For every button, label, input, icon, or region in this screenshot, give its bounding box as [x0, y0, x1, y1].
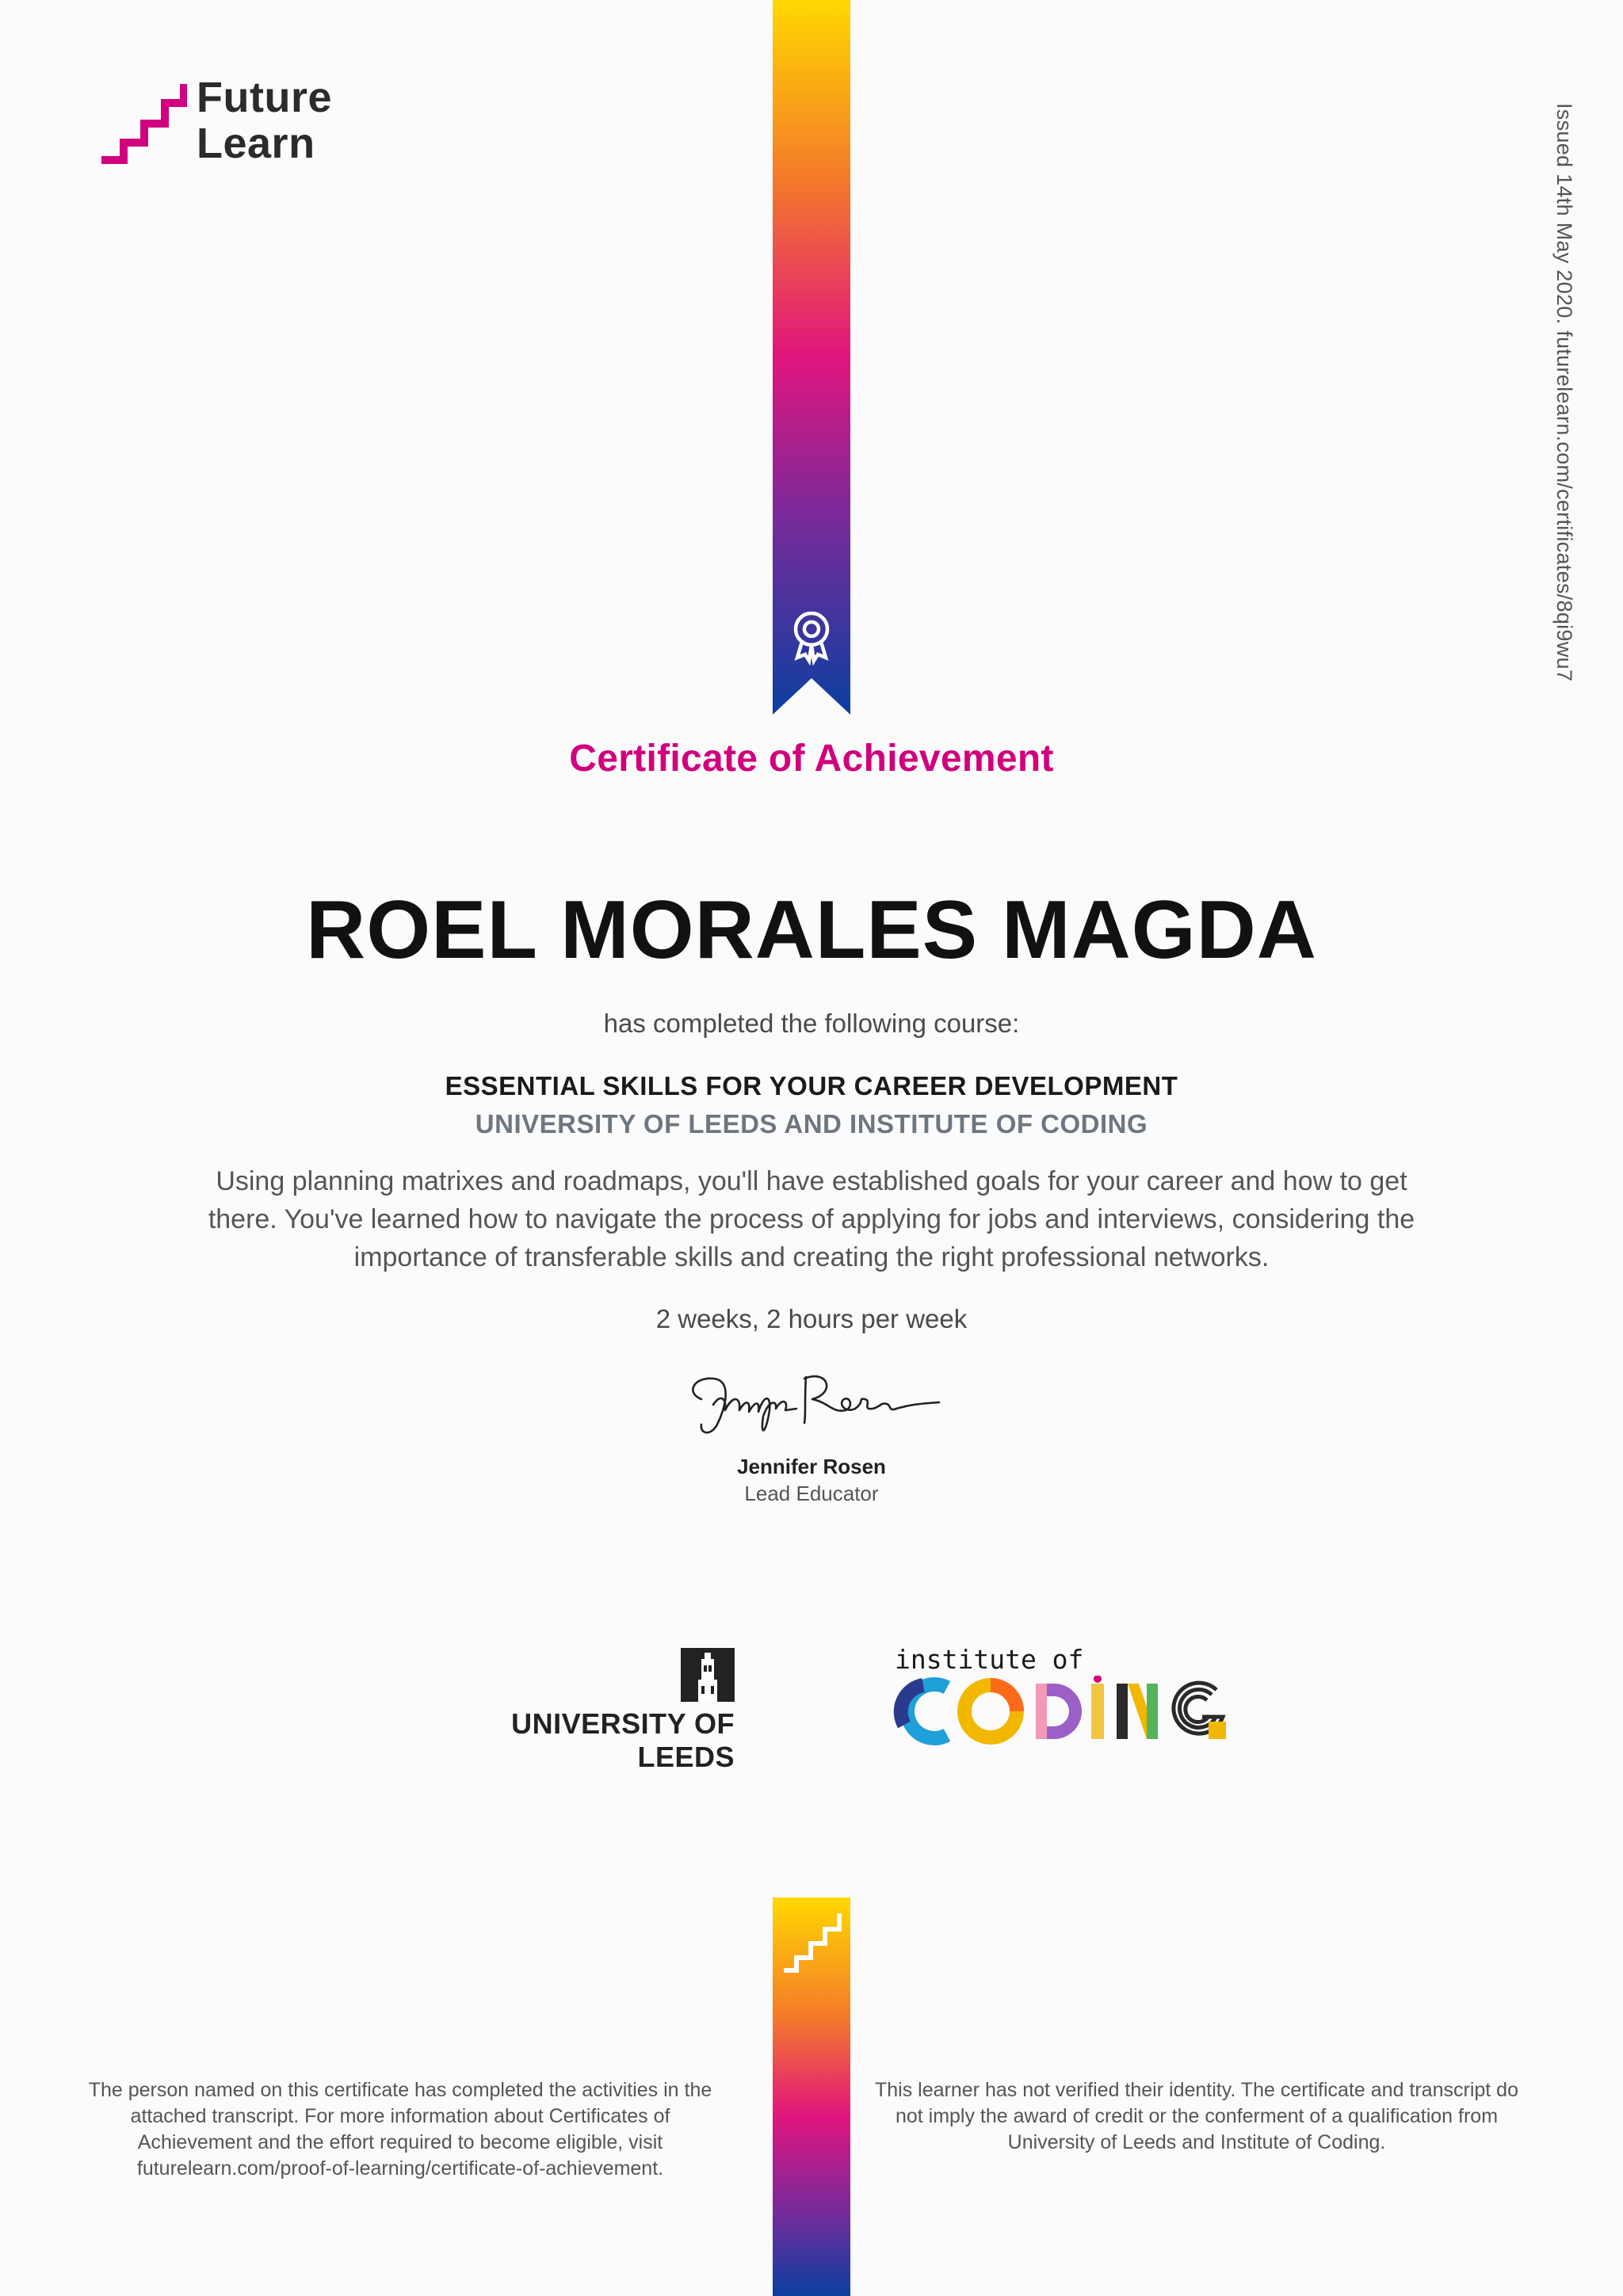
footer-certificate-info: The person named on this certificate has completed the activities in the attached transcript. For more information about Certificates of Achievement and the effort required to become eligible, visit futurelearn.com/proof-of-learning/certificate-of-achievement.: [88, 2079, 712, 2180]
footer-verification-notice: This learner has not verified their identity. The certificate and transcript do not imply the award of credit or the conferment of a qualification from University of Leeds and Institute of Coding.: [875, 2079, 1518, 2153]
educator-role: Lead Educator: [744, 1482, 879, 1505]
course-duration: 2 weeks, 2 hours per week: [655, 1304, 968, 1333]
certificate-title: Certificate of Achievement: [569, 738, 1054, 780]
stairs-logo-icon: [100, 82, 187, 165]
ioc-small-text: institute of: [895, 1644, 1084, 1675]
logo-word-future: Future: [197, 74, 332, 121]
course-name: ESSENTIAL SKILLS FOR YOUR CAREER DEVELOPMENT: [445, 1071, 1178, 1100]
course-description: Using planning matrixes and roadmaps, you'll have established goals for your career and how to get there. You've learned how to navigate the process of applying for jobs and interviews, considering the importance of transferable skills and creating the right professional networks.: [208, 1166, 1415, 1272]
leeds-wordmark: UNIVERSITY OF LEEDS: [511, 1707, 735, 1773]
educator-signature: [678, 1361, 947, 1448]
course-organisations: UNIVERSITY OF LEEDS AND INSTITUTE OF CODING: [475, 1109, 1148, 1138]
institute-of-coding-logo: [892, 1644, 1256, 1747]
leeds-tower-icon: [681, 1648, 735, 1702]
top-ribbon: [773, 0, 850, 715]
issued-date-and-url: Issued 14th May 2020. futurelearn.com/certificates/8qi9wu7: [1552, 103, 1576, 682]
bottom-ribbon: [773, 1897, 850, 2296]
logo-wordmark: [197, 74, 332, 166]
ioc-coding-wordmark: [892, 1676, 1256, 1747]
university-of-leeds-logo: [440, 1648, 741, 1773]
logo-word-learn: Learn: [197, 120, 315, 167]
completion-statement: has completed the following course:: [603, 1009, 1020, 1038]
futurelearn-logo: [100, 74, 353, 174]
learner-name: ROEL MORALES MAGDA: [306, 884, 1317, 976]
educator-name: Jennifer Rosen: [737, 1455, 886, 1478]
